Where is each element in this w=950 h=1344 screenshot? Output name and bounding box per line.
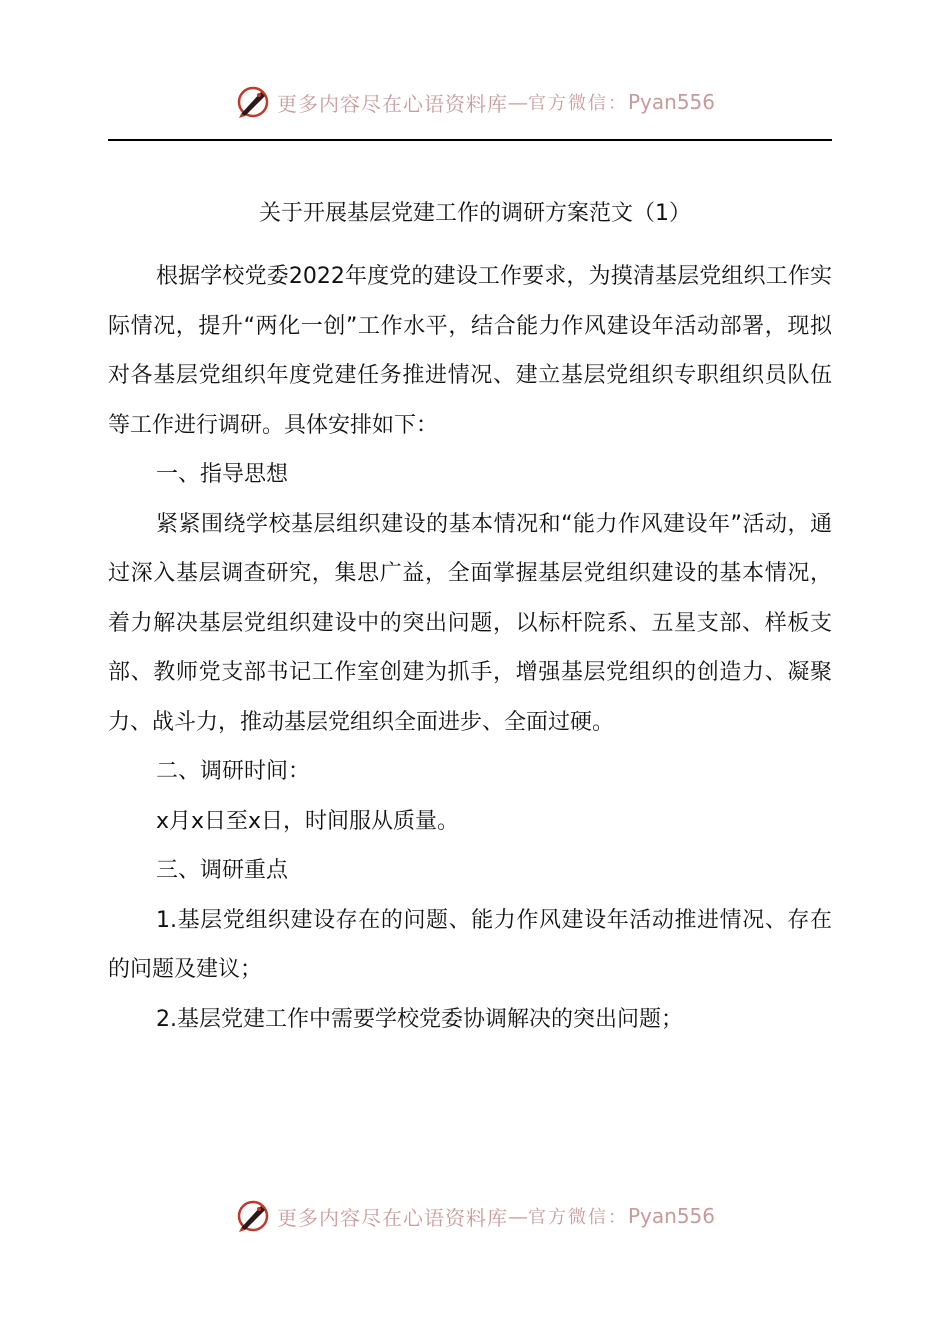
- heading-research-time: 二、调研时间：: [156, 759, 311, 784]
- footer-separator: —: [507, 1204, 528, 1228]
- heading-guiding-ideology: 一、指导思想: [156, 462, 289, 487]
- footer-site-text: 更多内容尽在心语资料库: [276, 1205, 508, 1230]
- header-wechat-label: 官方微信：: [527, 93, 628, 114]
- pen-logo-icon: [235, 1198, 271, 1234]
- header-banner: [0, 80, 950, 124]
- header-wechat-id: Pyan556: [627, 90, 715, 114]
- paragraph-intro: 根据学校党委2022年度党的建设工作要求，为摸清基层党组织工作实际情况，提升“两化一创”工作水平，结合能力作风建设年活动部署，现拟对各基层党组织年度党建任务推进情况、建立基层党组织专职组织员队伍等工作进行调研。具体安排如下：: [108, 264, 832, 438]
- paragraph-guiding-ideology: 紧紧围绕学校基层组织建设的基本情况和“能力作风建设年”活动，通过深入基层调查研究，集思广益，全面掌握基层党组织建设的基本情况，着力解决基层党组织建设中的突出问题，以标杆院系、五星支部、样板支部、教师党支部书记工作室创建为抓手，增强基层党组织的创造力、凝聚力、战斗力，推动基层党组织全面进步、全面过硬。: [108, 511, 832, 735]
- header-separator: —: [507, 90, 528, 114]
- list-item-focus-1: 1.基层党组织建设存在的问题、能力作风建设年活动推进情况、存在的问题及建议；: [108, 907, 832, 982]
- document-title: 关于开展基层党建工作的调研方案范文（1）: [259, 201, 691, 226]
- paragraph-research-time: x月x日至x日，时间服从质量。: [156, 808, 460, 834]
- header-divider: [108, 139, 832, 141]
- footer-banner: [0, 1194, 950, 1238]
- footer-wechat-label: 官方微信：: [527, 1207, 628, 1228]
- pen-logo-icon: [235, 84, 271, 120]
- list-item-focus-2: 2.基层党建工作中需要学校党委协调解决的突出问题；: [156, 1006, 683, 1032]
- heading-research-focus: 三、调研重点: [156, 858, 289, 883]
- header-site-text: 更多内容尽在心语资料库: [276, 91, 508, 116]
- document-body: [108, 252, 832, 1044]
- footer-wechat-id: Pyan556: [627, 1204, 715, 1228]
